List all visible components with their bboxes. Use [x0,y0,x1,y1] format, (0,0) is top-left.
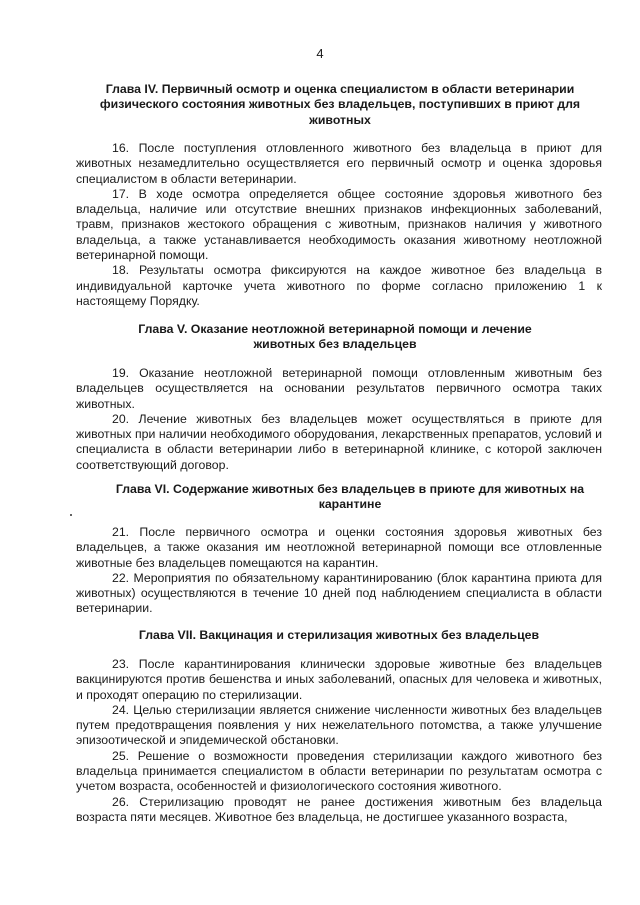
chapter-7-heading: Глава VII. Вакцинация и стерилизация животных без владельцев [138,628,540,642]
chapter-4-heading: Глава IV. Первичный осмотр и оценка специалистом в области ветеринарии физического состояния животных без владельцев, поступивших в приют для животных [99,82,581,127]
paragraph-23: 23. После карантинирования клинически здоровые животные без владельцев вакцинируются против бешенства и иных заболеваний, опасных для человека и животных, и проходят операцию по стерилизации. [76,657,602,702]
paragraph-20: 20. Лечение животных без владельцев может осуществляться в приюте для животных при наличии необходимого оборудования, лекарственных препаратов, условий и специалиста в области ветеринарии либо в ветеринарной клинике, с которой заключен соответствующий договор. [76,411,602,472]
paragraph-26: 26. Стерилизацию проводят не ранее достижения животным без владельца возраста пяти месяцев. Животное без владельца, не достигшее указанного возраста, [76,794,602,824]
paragraph-18: 18. Результаты осмотра фиксируются на каждое животное без владельца в индивидуальной карточке учета животного по форме согласно приложению 1 к настоящему Порядку. [76,263,602,308]
paragraph-25: 25. Решение о возможности проведения стерилизации каждого животного без владельца принимается специалистом в области ветеринарии по результатам осмотра с учетом возраста, особенностей и физиологического состояния животного. [76,748,602,794]
paragraph-21: 21. После первичного осмотра и оценки состояния здоровья животных без владельцев, а также оказания им неотложной ветеринарной помощи все отловленные животные без владельцев помещаются на карантин. [76,525,602,570]
paragraph-22: 22. Мероприятия по обязательному карантинированию (блок карантина приюта для животных) осуществляются в течение 10 дней под наблюдением специалиста в области ветеринарии. [76,570,602,616]
paragraph-17: 17. В ходе осмотра определяется общее состояние здоровья животного без владельца, наличие или отсутствие внешних признаков инфекционных заболеваний, травм, признаков жестокого обращения с животным, признаков наличия у животного владельца, а также устанавливается необходимость оказания животному неотложной ветеринарной помощи. [76,186,602,263]
chapter-5-heading: Глава V. Оказание неотложной ветеринарной помощи и лечение животных без владельцев [138,322,532,352]
chapter-7-body [76,657,602,825]
page-number: 4 [316,46,324,61]
chapter-6-heading: Глава VI. Содержание животных без владельцев в приюте для животных на карантине [115,482,585,512]
scan-artifact-dot [70,514,72,516]
chapter-5-body [76,366,602,473]
paragraph-24: 24. Целью стерилизации является снижение численности животных без владельцев путем предотвращения появления у них нежелательного потомства, а также улучшение эпизоотической и эпидемической обстановки. [76,702,602,748]
chapter-6-body [76,525,602,617]
paragraph-19: 19. Оказание неотложной ветеринарной помощи отловленным животным без владельцев осуществляется на основании результатов первичного осмотра таких животных. [76,366,602,411]
chapter-4-body [76,141,602,309]
paragraph-16: 16. После поступления отловленного животного без владельца в приют для животных незамедлительно осуществляется его первичный осмотр и оценка здоровья специалистом в области ветеринарии. [76,141,602,186]
